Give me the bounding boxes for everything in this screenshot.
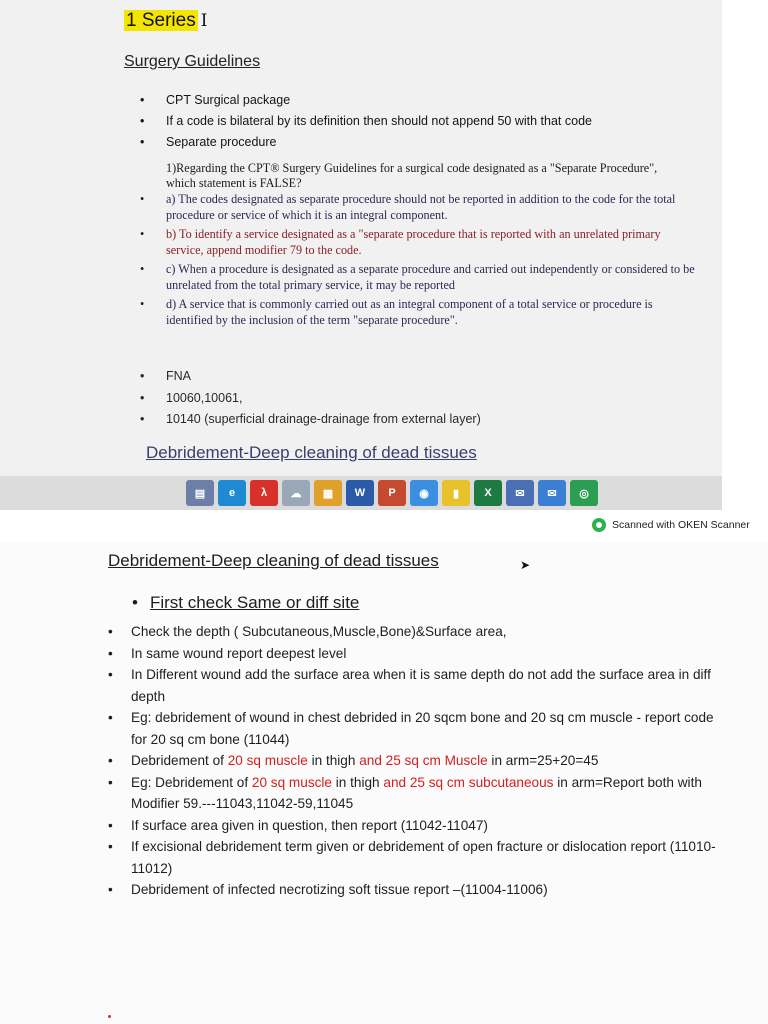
option-d: • d) A service that is commonly carried out as an integral component of a total service or procedure is identified by the inclusion of the term "separate procedure". bbox=[140, 297, 700, 328]
list-item: • 10140 (superficial drainage-drainage from external layer) bbox=[140, 409, 481, 431]
pen-mark bbox=[108, 1015, 111, 1018]
list-item: • Separate procedure bbox=[140, 132, 592, 153]
debridement-rules-list bbox=[108, 621, 733, 901]
chrome-icon[interactable]: ◉ bbox=[410, 480, 438, 506]
powerpoint-icon[interactable]: P bbox=[378, 480, 406, 506]
list-item: • Debridement of infected necrotizing soft tissue report –(11004-11006) bbox=[108, 879, 733, 901]
text-cursor-icon: I bbox=[200, 11, 208, 31]
guidelines-list bbox=[140, 90, 592, 153]
list-item: • If excisional debridement term given or debridement of open fracture or dislocation report (11010-11012) bbox=[108, 836, 733, 879]
list-item: • In same wound report deepest level bbox=[108, 643, 733, 665]
scanner-label: Scanned with OKEN Scanner bbox=[612, 519, 750, 531]
list-item: • CPT Surgical package bbox=[140, 90, 592, 111]
list-item: • In Different wound add the surface area when it is same depth do not add the surface area in diff depth bbox=[108, 664, 733, 707]
list-item bbox=[108, 772, 733, 815]
screen-photo bbox=[0, 0, 722, 510]
series-heading bbox=[124, 10, 207, 32]
word-icon[interactable]: W bbox=[346, 480, 374, 506]
list-item: • If a code is bilateral by its definition then should not append 50 with that code bbox=[140, 111, 592, 132]
item-text: in arm=25+20=45 bbox=[487, 753, 599, 768]
list-item: • Eg: debridement of wound in chest debrided in 20 sqcm bone and 20 sq cm muscle - report code for 20 sq cm bone (11044) bbox=[108, 707, 733, 750]
list-item: • FNA bbox=[140, 366, 481, 388]
first-check-item: • First check Same or diff site bbox=[132, 593, 360, 612]
mail-icon[interactable]: ✉ bbox=[538, 480, 566, 506]
red-text: 20 sq muscle bbox=[251, 774, 332, 790]
edge-icon[interactable]: e bbox=[218, 480, 246, 506]
cloud-icon[interactable]: ☁ bbox=[282, 480, 310, 506]
red-text: and 25 sq cm Muscle bbox=[359, 753, 488, 768]
red-text: 20 sq muscle bbox=[227, 753, 308, 768]
scanner-logo-icon bbox=[592, 518, 606, 532]
list-item: • 10060,10061, bbox=[140, 388, 481, 410]
pdf-icon[interactable]: λ bbox=[250, 480, 278, 506]
scanner-watermark bbox=[592, 518, 750, 532]
surgery-guidelines-title: Surgery Guidelines bbox=[124, 53, 261, 70]
debridement-heading: Debridement-Deep cleaning of dead tissues bbox=[108, 551, 439, 570]
option-b: • b) To identify a service designated as a "separate procedure that is reported with an unrelated primary service, append modifier 79 to the code. bbox=[140, 227, 700, 258]
option-a: • a) The codes designated as separate procedure should not be reported in addition to the code for the total procedure or service of which it is an integral component. bbox=[140, 192, 700, 223]
question-options bbox=[140, 192, 700, 332]
list-item bbox=[108, 750, 733, 772]
red-text: and 25 sq cm subcutaneous bbox=[383, 774, 554, 790]
outlook-icon[interactable]: ✉ bbox=[506, 480, 534, 506]
photo-margin bbox=[722, 0, 768, 510]
folder-icon[interactable]: ▤ bbox=[186, 480, 214, 506]
excel-icon[interactable]: X bbox=[474, 480, 502, 506]
question-intro: 1)Regarding the CPT® Surgery Guidelines for a surgical code designated as a "Separate Procedure", which statement is FALSE? bbox=[166, 161, 658, 190]
store-icon[interactable]: ▦ bbox=[314, 480, 342, 506]
list-item: • If surface area given in question, then report (11042-11047) bbox=[108, 815, 733, 837]
item-text: in thigh bbox=[332, 774, 384, 790]
mouse-pointer-icon: ➤ bbox=[520, 558, 531, 572]
item-text: Eg: Debridement of bbox=[131, 774, 252, 790]
item-text: Debridement of bbox=[131, 753, 228, 768]
browser-icon[interactable]: ◎ bbox=[570, 480, 598, 506]
item-text: in thigh bbox=[307, 753, 360, 768]
option-c: • c) When a procedure is designated as a separate procedure and carried out independently or considered to be unrelated from the total primary service, it may be reported bbox=[140, 262, 700, 293]
taskbar bbox=[0, 476, 722, 510]
first-check-text: First check Same or diff site bbox=[149, 593, 360, 612]
debridement-heading-top: Debridement-Deep cleaning of dead tissues bbox=[146, 443, 477, 462]
procedure-codes-list bbox=[140, 366, 481, 431]
item-text: in arm=Report both with Modifier 59.---11043,11042-59,11045 bbox=[131, 774, 702, 811]
files-icon[interactable]: ▮ bbox=[442, 480, 470, 506]
series-label: 1 Series bbox=[126, 10, 196, 31]
list-item: • Check the depth ( Subcutaneous,Muscle,Bone)&Surface area, bbox=[108, 621, 733, 643]
